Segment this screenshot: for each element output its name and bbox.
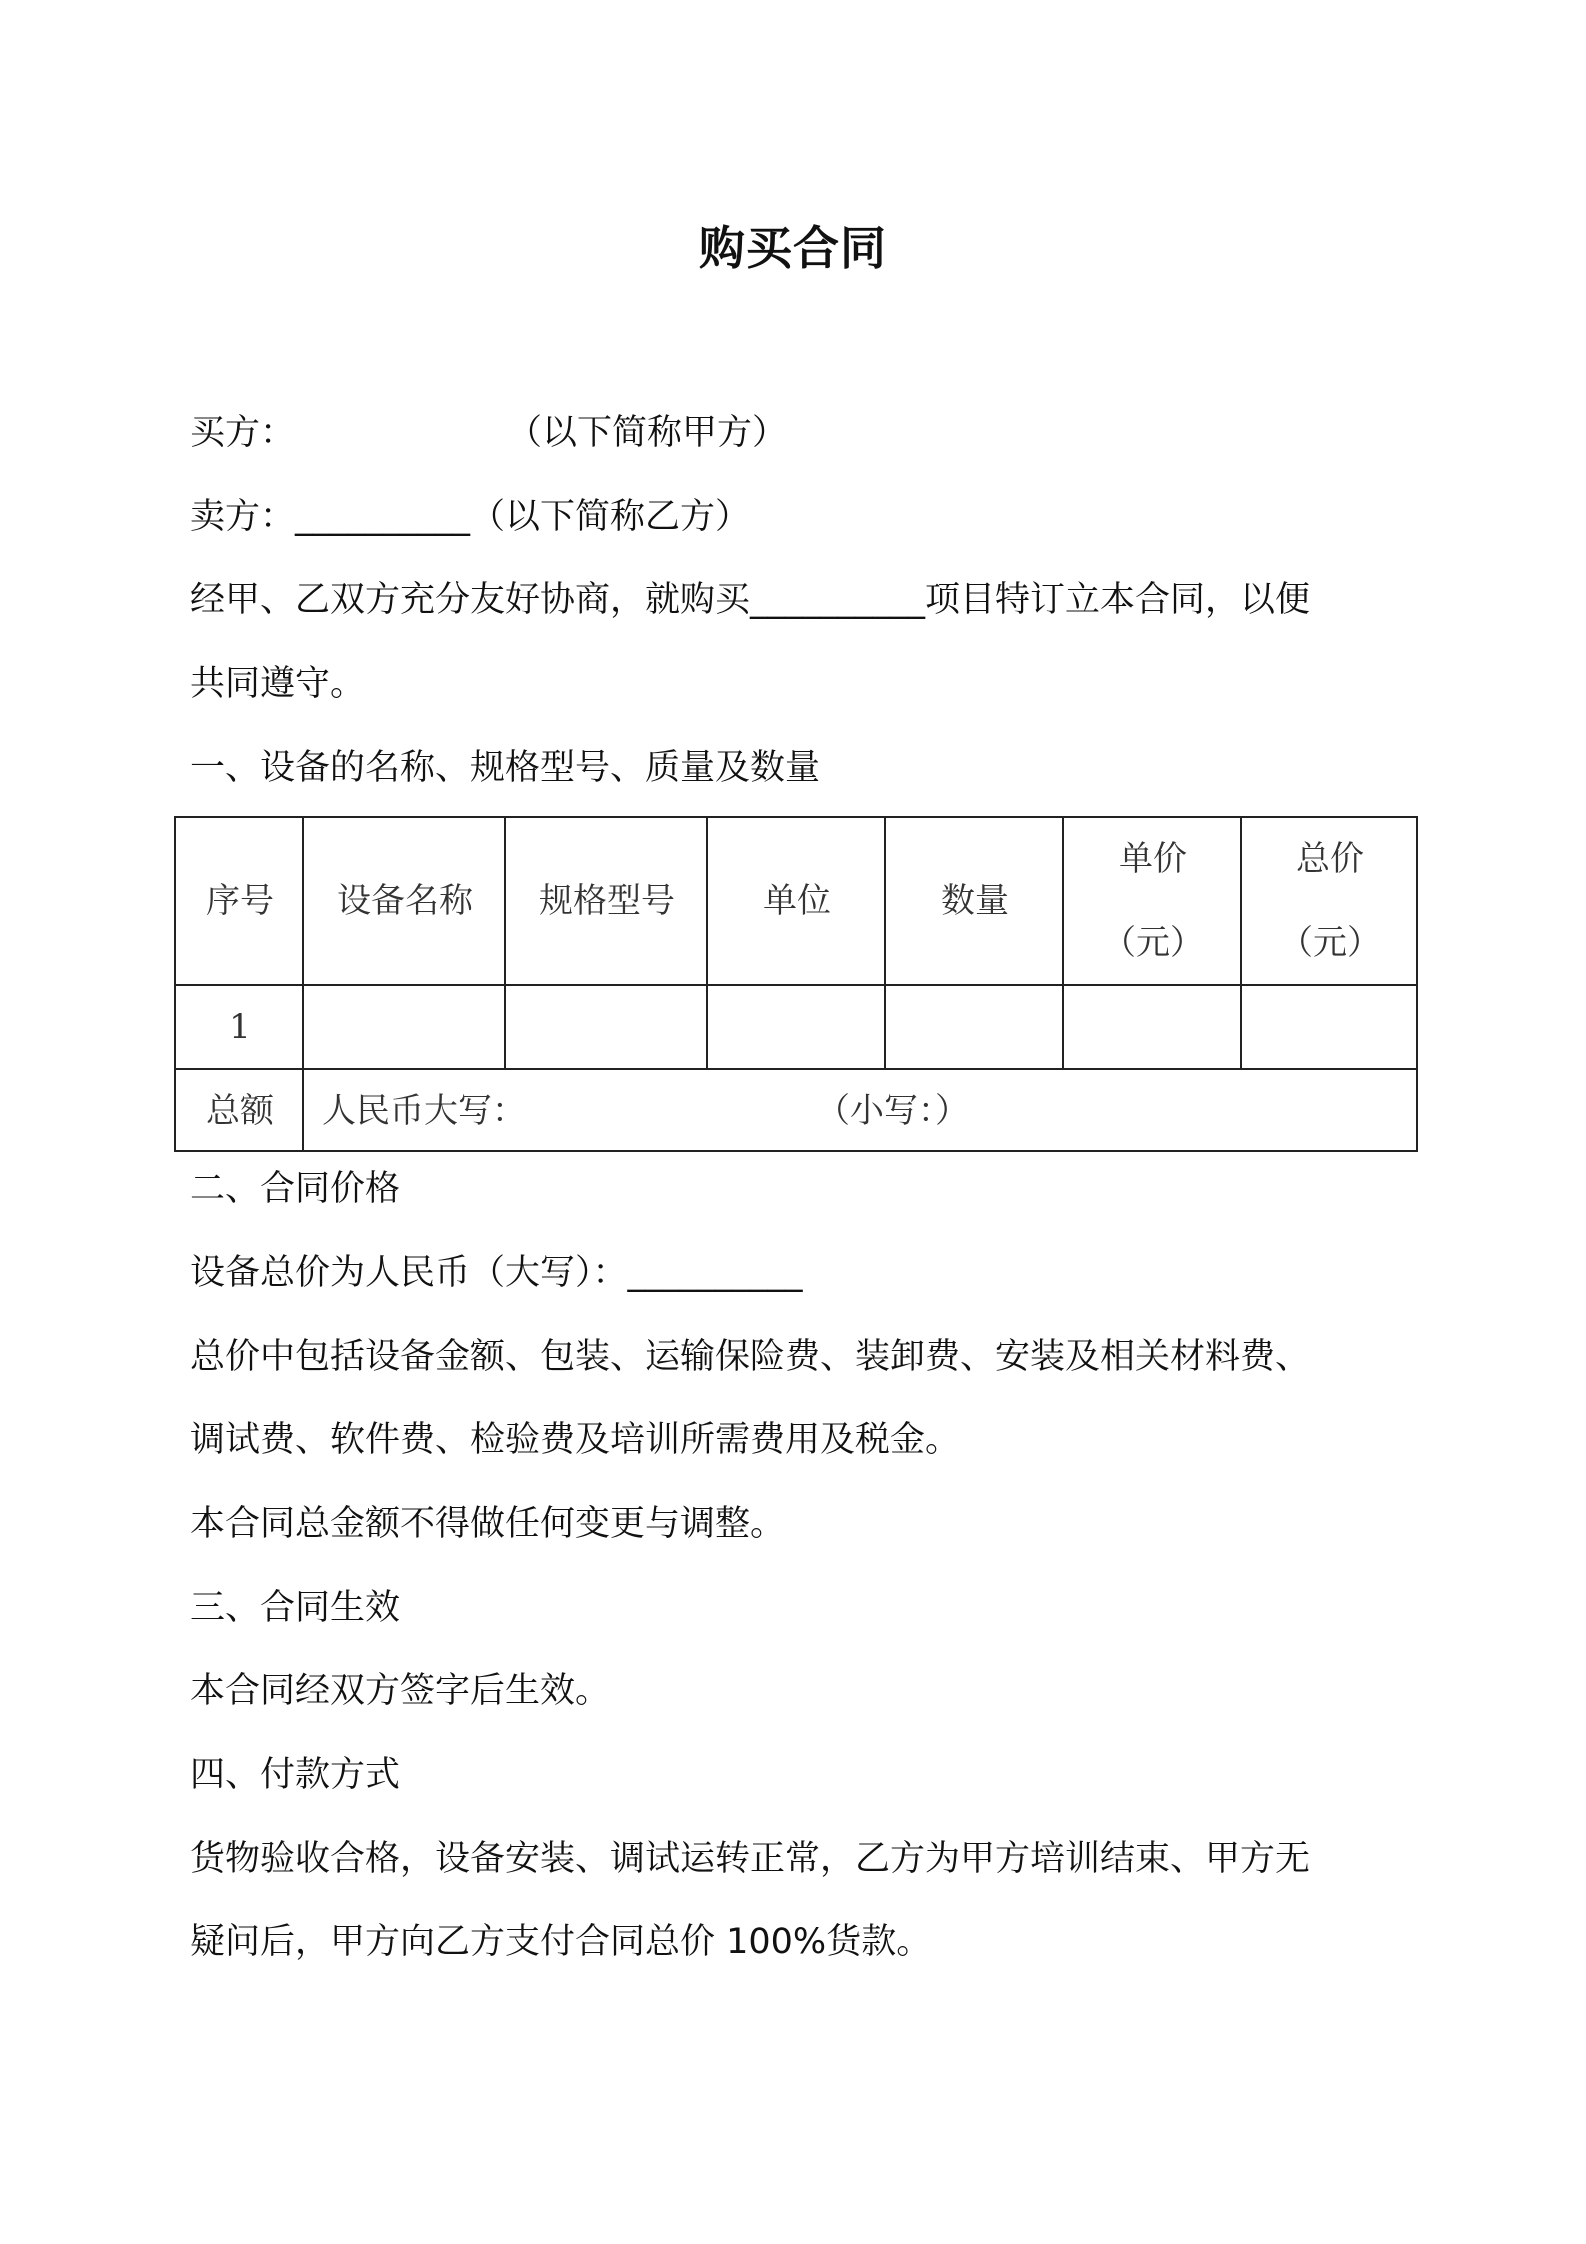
section-2-heading: 二、合同价格	[190, 1169, 401, 1209]
buyer-label: 买方：	[190, 413, 296, 453]
intro-line-2: 共同遵守。	[190, 664, 366, 704]
intro-text-b: 项目特订立本合同，以便	[925, 580, 1311, 620]
intro-text-a: 经甲、乙双方充分友好协商，就购买	[190, 580, 751, 620]
seller-blank: __________	[295, 497, 471, 537]
equipment-table	[174, 816, 1418, 1152]
page-title: 购买合同	[699, 221, 887, 275]
buyer-suffix: （以下简称甲方）	[507, 413, 788, 453]
total-price-text: 设备总价为人民币（大写）：	[190, 1253, 628, 1293]
project-blank: __________	[750, 580, 926, 620]
seller-suffix: （以下简称乙方）	[470, 497, 751, 537]
rmb-lower-label: （小写：）	[816, 1091, 969, 1131]
section-4-line-1: 货物验收合格，设备安装、调试运转正常，乙方为甲方培训结束、甲方无	[190, 1839, 1311, 1879]
section-2-line-2: 总价中包括设备金额、包装、运输保险费、装卸费、安装及相关材料费、	[190, 1337, 1311, 1377]
section-3-line-1: 本合同经双方签字后生效。	[190, 1671, 611, 1711]
section-2-line-4: 本合同总金额不得做任何变更与调整。	[190, 1504, 786, 1544]
section-2-line-1	[190, 1249, 803, 1297]
unit-price-label: 单价	[1119, 839, 1187, 879]
section-4-heading: 四、付款方式	[190, 1755, 401, 1795]
total-price-blank: __________	[627, 1253, 803, 1293]
section-1-heading: 一、设备的名称、规格型号、质量及数量	[190, 748, 821, 788]
header-unit: 单位	[763, 881, 831, 921]
header-spec-model: 规格型号	[539, 881, 675, 921]
section-2-line-3: 调试费、软件费、检验费及培训所需费用及税金。	[190, 1420, 961, 1460]
seller-line	[190, 493, 750, 541]
header-index: 序号	[206, 881, 274, 921]
header-equipment-name: 设备名称	[337, 881, 473, 921]
total-price-label: 总价	[1296, 839, 1364, 879]
section-4-line-2: 疑问后，甲方向乙方支付合同总价 100%货款。	[190, 1922, 932, 1962]
intro-line-1	[190, 576, 1310, 624]
rmb-upper-label: 人民币大写：	[322, 1091, 526, 1131]
header-quantity: 数量	[941, 881, 1009, 921]
total-price-currency: （元）	[1279, 923, 1381, 963]
row-1-index: 1	[229, 1007, 251, 1047]
seller-label: 卖方：	[190, 497, 296, 537]
unit-price-currency: （元）	[1102, 923, 1204, 963]
header-total-price	[1242, 818, 1418, 984]
buyer-line	[190, 409, 787, 457]
header-unit-price	[1064, 818, 1242, 984]
total-label: 总额	[206, 1091, 274, 1131]
section-3-heading: 三、合同生效	[190, 1588, 401, 1628]
